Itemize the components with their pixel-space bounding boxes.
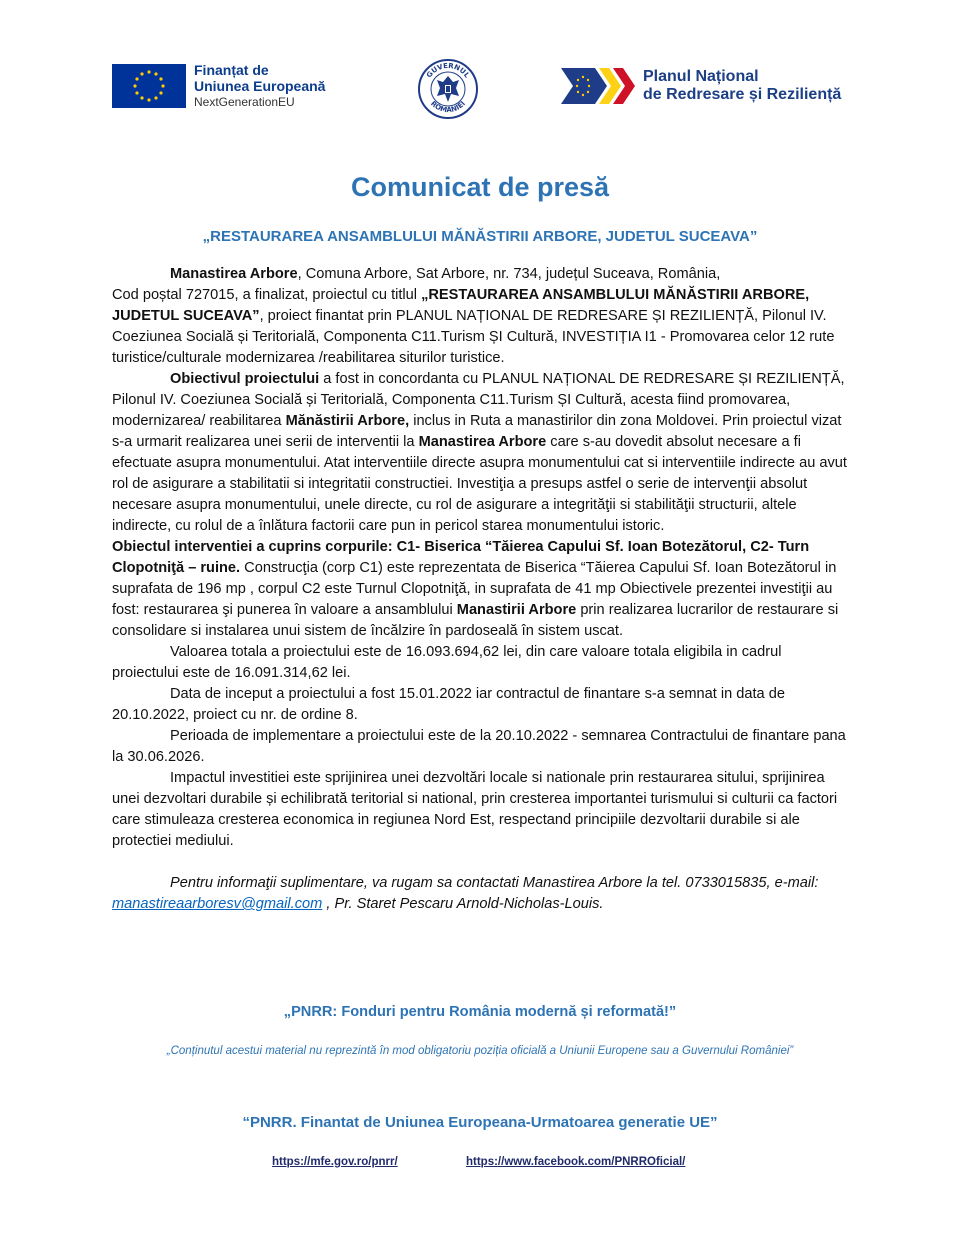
eu-flag-icon [112, 64, 186, 108]
paragraph-dates: Data de inceput a proiectului a fost 15.01.2022 iar contractul de finantare s-a semnat in data de 20.10.2022, proiect cu nr. de ordine 8. [112, 686, 785, 723]
svg-text:ROMÂNIEI: ROMÂNIEI [429, 99, 468, 115]
contact-text-1: Pentru informaţii suplimentare, va rugam sa contactati Manastirea Arbore la tel. 0733015835, e-mail: [170, 875, 819, 891]
footer-slogan: “PNRR. Finantat de Uniunea Europeana-Urmatoarea generatie UE” [242, 1114, 718, 1131]
contact-text-2: , Pr. Staret Pescaru Arnold-Nicholas-Louis. [322, 896, 604, 912]
eu-logo-line1: Finanțat de [194, 62, 269, 78]
eu-logo-line2: Uniunea Europeană [194, 78, 326, 94]
objective-bold-1: Mănăstirii Arbore, [285, 413, 410, 429]
intervention-text-1: Construcţia (corp C1) este reprezentata de Biserica “Tăierea Capului Sf. Ioan Botezătorul in suprafata de 196 mp , corpul C2 este Turnul Clopotniţă, in suprafata de 41 mp Obiectivele prezentei investiţii au fost: restaurarea şi punerea în valoare a ansamblului [112, 560, 837, 618]
project-title-2: JUDETUL SUCEAVA” [112, 308, 260, 324]
beneficiary-name: Manastirea Arbore [170, 266, 298, 282]
paragraph-value: Valoarea totala a proiectului este de 16.093.694,62 lei, din care valoare totala eligibila in cadrul proiectului este de 16.091.314,62 lei. [112, 644, 782, 681]
paragraph-impact: Impactul investitiei este sprijinirea unei dezvoltări locale si nationale prin restaurarea sitului, sprijinirea unei dezvoltari durabile și echilibrată teritorial si national, prin cresterea importantei turismului si culturii ca factori care stimuleaza cresterea economica in regiunea Nord Est, respectand principiile dezvoltarii durabile si ale protectiei mediului. [112, 770, 838, 849]
eu-logo-line3: NextGenerationEU [194, 95, 295, 109]
pnrr-logo [561, 66, 841, 106]
paragraph-intro [112, 264, 852, 369]
intro-text-1: , Comuna Arbore, Sat Arbore, nr. 734, județul Suceava, România, [297, 266, 721, 282]
pnrr-logo-line2: de Redresare și Reziliență [643, 86, 842, 103]
svg-text:GUVERNUL: GUVERNUL [425, 61, 471, 80]
objective-text-3: care s-au dovedit absolut necesare a fi efectuate asupra monumentului. Atat interventiile directe asupra monumentului cat si interventiile indirecte au avut rol de asigurare a stabilitatii si integritatii constructiei. Investiţia a presups astfel o serie de intervenţii absolut necesare asupra monumentului, unele directe, cu rol de asigurare a integrităţii si stabilităţii structurii, altele indirecte, cu rolul de a înlătura factorii care pun in pericol starea monumentului istoric. [112, 434, 847, 534]
pnrr-slogan: „PNRR: Fonduri pentru România modernă și reformată!” [283, 1004, 677, 1020]
project-title-1: „RESTAURAREA ANSAMBLULUI MĂNĂSTIRII ARBORE, [421, 287, 810, 303]
facebook-link[interactable]: https://www.facebook.com/PNRROficial/ [466, 1156, 686, 1168]
paragraph-intervention [112, 537, 852, 642]
paragraph-contact [112, 873, 852, 915]
paragraph-objective [112, 369, 852, 537]
guvernul-romaniei-seal-icon [417, 58, 479, 120]
project-subtitle: „RESTAURAREA ANSAMBLULUI MĂNĂSTIRII ARBORE, JUDETUL SUCEAVA” [202, 228, 758, 245]
intervention-text-2: prin realizarea lucrarilor de restaurare si consolidare si instalarea unui sistem de încălzire în pardoseală în sistem uscat. [112, 602, 839, 639]
intro-text-2: Cod poștal 727015, a finalizat, proiectul cu titlul [112, 287, 422, 303]
intro-text-3: , proiect finantat prin PLANUL NAȚIONAL DE REDRESARE ȘI REZILIENȚĂ, Pilonul IV. Coeziunea Socială și Teritorială, Componenta C11.Turism ȘI Cultură, INVESTIȚIA I1 - Promovarea celor 12 rute turistice/culturale modernizarea /reabilitarea siturilor turistice. [112, 308, 835, 366]
page-title: Comunicat de presă [350, 172, 610, 202]
pnrr-arrows-icon [561, 66, 637, 106]
header-logos [0, 58, 960, 118]
email-link[interactable]: manastireaarboresv@gmail.com [112, 896, 323, 912]
disclaimer: „Conținutul acestui material nu reprezintă în mod obligatoriu poziția oficială a Uniunii Europene sau a Guvernului României” [166, 1045, 794, 1057]
pnrr-logo-line1: Planul Național [643, 68, 759, 85]
objective-bold-2: Manastirea Arbore [418, 434, 547, 450]
objective-heading: Obiectivul proiectului [170, 371, 320, 387]
intervention-heading: Obiectul interventiei a cuprins corpurile: C1- Biserica “Tăierea Capului Sf. Ioan Botezătorul, C2- Turn Clopotniţă – ruine. [112, 539, 810, 576]
eu-funding-logo [112, 62, 325, 110]
mfe-link[interactable]: https://mfe.gov.ro/pnrr/ [272, 1156, 398, 1168]
objective-text-1: a fost in concordanta cu PLANUL NAȚIONAL DE REDRESARE ȘI REZILIENȚĂ, Pilonul IV. Coeziunea Socială și Teritorială, Componenta C11.Turism ȘI Cultură, acesta fiind promovarea, modernizarea/ reabilitarea [112, 371, 845, 429]
paragraph-period: Perioada de implementare a proiectului este de la 20.10.2022 - semnarea Contractului de finantare pana la 30.06.2026. [112, 728, 846, 765]
objective-text-2: inclus in Ruta a manastirilor din zona Moldovei. Prin proiectul vizat s-a urmarit realizarea unei serii de interventii la [112, 413, 842, 450]
press-release-body [112, 264, 852, 915]
intervention-bold: Manastirii Arbore [456, 602, 577, 618]
